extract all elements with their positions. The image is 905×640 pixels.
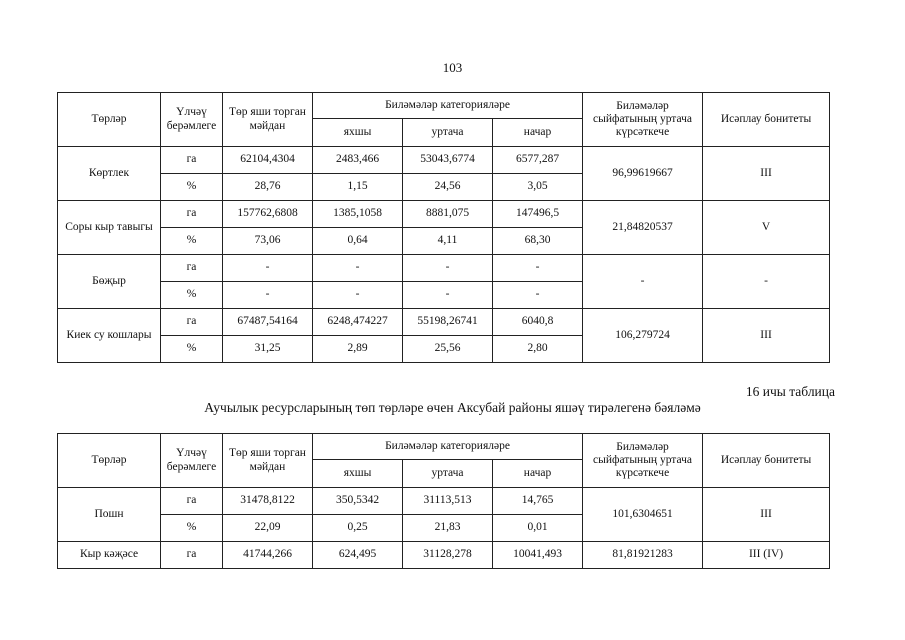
good-cell: 2483,466 xyxy=(313,147,403,174)
area-cell: 73,06 xyxy=(223,228,313,255)
unit-cell: % xyxy=(161,336,223,363)
unit-cell: га xyxy=(161,255,223,282)
unit-cell: га xyxy=(161,542,223,569)
good-cell: 0,64 xyxy=(313,228,403,255)
medium-cell: 31113,513 xyxy=(403,488,493,515)
table-row xyxy=(58,488,830,515)
avg-cell: - xyxy=(583,255,703,309)
bad-cell: 0,01 xyxy=(493,515,583,542)
table-number: 16 ичы таблица xyxy=(745,384,835,399)
unit-cell: % xyxy=(161,515,223,542)
table-row xyxy=(58,255,830,282)
bad-cell: 68,30 xyxy=(493,228,583,255)
medium-cell: 25,56 xyxy=(403,336,493,363)
header-categories: Биләмәләр категорияләре xyxy=(313,434,583,460)
bonitet-cell: - xyxy=(703,255,830,309)
header-area: Төр яши торган мәйдан xyxy=(223,93,313,147)
habitat-table-1 xyxy=(57,92,830,363)
good-cell: - xyxy=(313,282,403,309)
bad-cell: 3,05 xyxy=(493,174,583,201)
medium-cell: 8881,075 xyxy=(403,201,493,228)
bad-cell: 6040,8 xyxy=(493,309,583,336)
header-avg-quality: Биләмәләр сыйфатының уртача күрсәткече xyxy=(583,93,703,147)
header-unit: Үлчәү берәмлеге xyxy=(161,93,223,147)
habitat-table-2 xyxy=(57,433,830,569)
header-bad: начар xyxy=(493,460,583,488)
unit-cell: га xyxy=(161,309,223,336)
species-name: Соры кыр тавыгы xyxy=(58,201,161,255)
area-cell: 67487,54164 xyxy=(223,309,313,336)
good-cell: 624,495 xyxy=(313,542,403,569)
table-row xyxy=(58,147,830,174)
header-bonitet: Исәплау бонитеты xyxy=(703,93,830,147)
bad-cell: 2,80 xyxy=(493,336,583,363)
good-cell: 1,15 xyxy=(313,174,403,201)
area-cell: 31478,8122 xyxy=(223,488,313,515)
avg-cell: 106,279724 xyxy=(583,309,703,363)
bonitet-cell: III (IV) xyxy=(703,542,830,569)
header-medium: уртача xyxy=(403,119,493,147)
species-name: Бөҗыр xyxy=(58,255,161,309)
bad-cell: 14,765 xyxy=(493,488,583,515)
medium-cell: 55198,26741 xyxy=(403,309,493,336)
header-bonitet: Исәплау бонитеты xyxy=(703,434,830,488)
medium-cell: 4,11 xyxy=(403,228,493,255)
avg-cell: 96,99619667 xyxy=(583,147,703,201)
area-cell: - xyxy=(223,282,313,309)
good-cell: - xyxy=(313,255,403,282)
medium-cell: 21,83 xyxy=(403,515,493,542)
species-name: Пошн xyxy=(58,488,161,542)
bonitet-cell: III xyxy=(703,147,830,201)
header-good: яхшы xyxy=(313,119,403,147)
header-types: Төрләр xyxy=(58,93,161,147)
good-cell: 6248,474227 xyxy=(313,309,403,336)
header-bad: начар xyxy=(493,119,583,147)
medium-cell: 31128,278 xyxy=(403,542,493,569)
avg-cell: 21,84820537 xyxy=(583,201,703,255)
bonitet-cell: III xyxy=(703,309,830,363)
area-cell: - xyxy=(223,255,313,282)
avg-cell: 81,81921283 xyxy=(583,542,703,569)
good-cell: 350,5342 xyxy=(313,488,403,515)
medium-cell: 53043,6774 xyxy=(403,147,493,174)
medium-cell: - xyxy=(403,282,493,309)
page-number: 103 xyxy=(442,60,463,75)
unit-cell: % xyxy=(161,174,223,201)
area-cell: 22,09 xyxy=(223,515,313,542)
bad-cell: 10041,493 xyxy=(493,542,583,569)
good-cell: 2,89 xyxy=(313,336,403,363)
header-unit: Үлчәү берәмлеге xyxy=(161,434,223,488)
area-cell: 157762,6808 xyxy=(223,201,313,228)
unit-cell: га xyxy=(161,201,223,228)
bad-cell: - xyxy=(493,282,583,309)
area-cell: 28,76 xyxy=(223,174,313,201)
bonitet-cell: V xyxy=(703,201,830,255)
table-row xyxy=(58,309,830,336)
area-cell: 41744,266 xyxy=(223,542,313,569)
avg-cell: 101,6304651 xyxy=(583,488,703,542)
unit-cell: га xyxy=(161,488,223,515)
table-row xyxy=(58,542,830,569)
area-cell: 62104,4304 xyxy=(223,147,313,174)
header-medium: уртача xyxy=(403,460,493,488)
header-good: яхшы xyxy=(313,460,403,488)
species-name: Киек су кошлары xyxy=(58,309,161,363)
good-cell: 0,25 xyxy=(313,515,403,542)
good-cell: 1385,1058 xyxy=(313,201,403,228)
medium-cell: - xyxy=(403,255,493,282)
unit-cell: га xyxy=(161,147,223,174)
area-cell: 31,25 xyxy=(223,336,313,363)
species-name: Көртлек xyxy=(58,147,161,201)
bonitet-cell: III xyxy=(703,488,830,542)
unit-cell: % xyxy=(161,228,223,255)
bad-cell: - xyxy=(493,255,583,282)
bad-cell: 147496,5 xyxy=(493,201,583,228)
header-avg-quality: Биләмәләр сыйфатының уртача күрсәткече xyxy=(583,434,703,488)
header-categories: Биләмәләр категорияләре xyxy=(313,93,583,119)
species-name: Кыр кәҗәсе xyxy=(58,542,161,569)
bad-cell: 6577,287 xyxy=(493,147,583,174)
table-title: Аучылык ресурсларының төп төрләре өчен Аксубай районы яшәү тирәлегенә бәяләмә xyxy=(204,400,701,415)
medium-cell: 24,56 xyxy=(403,174,493,201)
header-area: Төр яши торган мәйдан xyxy=(223,434,313,488)
header-types: Төрләр xyxy=(58,434,161,488)
unit-cell: % xyxy=(161,282,223,309)
table-row xyxy=(58,201,830,228)
